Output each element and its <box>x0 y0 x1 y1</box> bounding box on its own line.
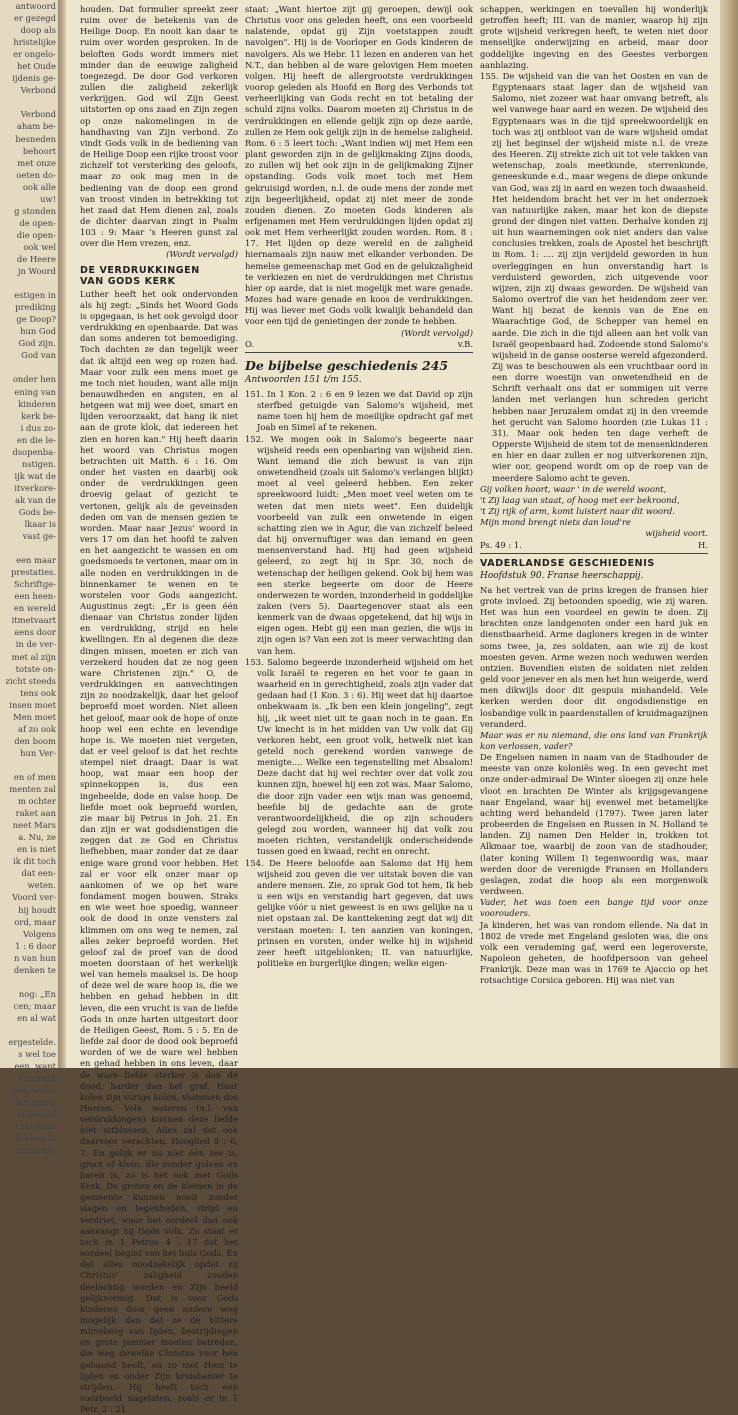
previous-page-line: m ochter <box>17 796 56 807</box>
previous-page-line: a. Nu, ze <box>18 832 56 843</box>
previous-page-line: doop als <box>20 25 56 36</box>
previous-page-line: Men moet <box>13 711 56 722</box>
section-divider <box>480 553 708 554</box>
section-subhead-hoofdstuk: Hoofdstuk 90. Franse heerschappij. <box>480 570 644 581</box>
previous-page-line: hristelijke <box>13 37 56 48</box>
answer-item: 152. We mogen ook in Salomo's begeerte naar wijsheid reeds een openbaring van wijsheid zien. Want iemand die zich bewust is van zijn onwetendheid (zoals uit Salomo's verlangen blijkt) moet al veel geleerd hebben. Een zeker spreekwoord luidt: „Men moet veel weten om te weten dat men niets weet". Een duidelijk voorbeeld van zulk een onwetende in eigen schatting zien we in Agur, die van zichzelf beleed dat hij onvernuftiger was dan iemand en geen mensenverstand had. Hij had geen wijsheid geleerd, zo zegt hij in Spr. 30, noch de wetenschap der heiligen gekend. Ook bij hem was een sterke begeerte om door de Heere onderwezen te worden, inzonderheid in goddelijke zaken (vers 5). Daartegenover staat als een kenmerk van de dwaas opgetekend, dat hij wijs in eigen ogen. Hebt gij een man gezien, die wijs in zijn ogen is? Van een zot is meer verwachting dan van hem. <box>245 433 473 656</box>
previous-page-line: er ongelo- <box>13 49 56 60</box>
previous-page-line: cen, welks <box>11 1085 56 1096</box>
previous-page-line: en is niet <box>16 844 56 855</box>
column-3 <box>480 4 708 986</box>
previous-page-line: Volgens <box>22 928 56 939</box>
answers-list <box>245 389 473 969</box>
previous-page-line: denken te <box>13 964 56 975</box>
page-stack-edge <box>720 0 738 1068</box>
previous-page-line: 1 : 6 door <box>15 940 56 951</box>
previous-page-line: ijdenis ge- <box>12 73 56 84</box>
section-heading-vaderlandse-geschiedenis: VADERLANDSE GESCHIEDENIS <box>480 557 655 569</box>
previous-page-line: in het zal <box>16 1109 56 1120</box>
previous-page-line: verdrukt <box>19 1073 56 1084</box>
previous-page-line <box>0 542 58 554</box>
previous-page-line: die open- <box>16 229 56 240</box>
previous-page-line: ook wel <box>23 241 56 252</box>
doop-article-ending: houden. Dat formulier spreekt zeer ruim over de betekenis van de Heilige Doop. En nooit kan daar te ruim over worden gesproken. In de beloften Gods wordt immers niet minder dan de eeuwige zaligheid toegezegd. De door God verkoren zullen die zaligheid zekerlijk verkrijgen. God wil Zijn Geest uitstorten op ons zaad en Zijn zegen op onze nakomelingen in de handhaving van Zijn verbond. Zo vindt Gods volk in de bediening van de Heilige Doop een rijke troost voor zichzelf tot versterking des geloofs, maar zo ook mag men in de bediening van de doop een grond van troost vinden in betrekking tot het zaad dat Hem dienen zal, zoals de dichter daarvan zingt in Psalm 103 : 9: Maar 's Heeren gunst zal over die Hem vrezen, enz. <box>80 4 238 249</box>
previous-page-line: i dus zo- <box>20 422 56 433</box>
previous-page-line: in de ver- <box>15 639 56 650</box>
previous-page-line: ord, maar <box>14 916 56 927</box>
previous-page-line: God van <box>21 350 56 361</box>
previous-page-line: dsopenba- <box>12 446 56 457</box>
column-2 <box>245 4 473 969</box>
previous-page-line: hij houdt <box>18 904 56 915</box>
previous-page-line <box>0 361 58 373</box>
previous-page-line: met onze <box>17 157 56 168</box>
article-signature <box>245 339 473 350</box>
psalm-ref-left: Ps. 49 : 1. <box>480 539 522 550</box>
previous-page-line: Gods be- <box>18 506 56 517</box>
history-quote: Vader, het was toen een bange tijd voor onze voorouders. <box>480 897 708 919</box>
heading-line-2: VAN GODS KERK <box>80 275 176 287</box>
previous-page-line: besneden <box>15 133 56 144</box>
previous-page-line: prestaties. <box>11 567 56 578</box>
answer-item: 154. De Heere beloofde aan Salomo dat Hij hem wijsheid zou geven die ver uitstak boven die van andere mensen. Zie, zo sprak God tot hem, Ik heb u een wijs en verstandig hart gegeven, dat uws gelijke vóór u niet geweest is en uws gelijke na u niet opstaan zal. De kanttekening zegt dat wij dit verstaan moeten: I. ten aanzien van koningen, prinsen en vorsten, onder welke hij in wijsheid zeer heeft uitgeblonken; II. van natuurlijke, politieke en burgerlijke dingen; welke eigen- <box>245 857 473 968</box>
previous-page-line: aham be- <box>16 121 56 132</box>
previous-page-line: itverkore- <box>14 482 56 493</box>
previous-page-line: tens ook <box>20 687 56 698</box>
byline-wordt-vervolgd-2: (Wordt vervolgd) <box>401 327 473 338</box>
previous-page-line: het Oude <box>17 61 56 72</box>
previous-page-line: jn Woord <box>17 266 56 277</box>
previous-page-line: met al zijn <box>11 651 56 662</box>
psalm-verse-line: 't Zij laag van staat, of hoog met eer bekroond, <box>480 494 680 505</box>
book-gutter <box>58 0 66 1068</box>
previous-page-line: ik dit toch <box>13 856 56 867</box>
previous-page-line: behoort <box>22 145 56 156</box>
previous-page-line: neet Mars <box>12 820 56 831</box>
previous-page-line: insen moet <box>9 699 56 710</box>
psalm-verse-line: Mijn mond brengt niets dan loud're <box>480 517 631 528</box>
previous-page-line: den boom <box>14 735 56 746</box>
history-quote: Maar was er nu niemand, die ons land van Frankrijk kon verlossen, vader? <box>480 729 708 751</box>
previous-page-line: g stonden <box>14 205 56 216</box>
previous-page-line: itmetvaart <box>11 615 56 626</box>
psalm-reference <box>480 540 708 551</box>
previous-page-line: Verbond <box>20 85 56 96</box>
previous-page-line: ak van de <box>15 494 56 505</box>
signature-left: O. <box>245 338 255 349</box>
previous-page-line: en die le- <box>16 434 56 445</box>
previous-page-line: een heen- <box>14 591 56 602</box>
previous-page-line: aens door <box>14 627 56 638</box>
byline-wordt-vervolgd: (Wordt vervolgd) <box>166 249 238 260</box>
previous-page-line: een maar <box>16 555 56 566</box>
column-1 <box>80 4 238 1415</box>
previous-page-line: en al wat <box>17 1012 56 1023</box>
previous-page-line: onder hen <box>12 374 56 385</box>
previous-page-edge <box>0 0 59 1156</box>
signature-right: v.B. <box>457 338 473 349</box>
previous-page-line: af zo ook <box>17 723 56 734</box>
previous-page-line: God zijn. <box>18 338 56 349</box>
previous-page-line <box>0 976 58 988</box>
previous-page-line: lkaar is <box>24 519 56 530</box>
previous-page-line: lan greep <box>15 1097 56 1108</box>
previous-page-line: prediking <box>15 302 56 313</box>
previous-page-line: en wereld <box>13 603 56 614</box>
previous-page-line: vast ge- <box>22 531 56 542</box>
previous-page-line: de Heere <box>16 253 56 264</box>
previous-page-line: raket aan <box>15 808 56 819</box>
previous-page-line: menten zal <box>9 784 56 795</box>
previous-page-line: cen; maar <box>13 1000 56 1011</box>
previous-page-line: Verbond <box>20 109 56 120</box>
answers-list-continued <box>480 71 708 484</box>
previous-page-line: Schriftge- <box>13 579 56 590</box>
previous-page-line: ijk wat de <box>14 470 56 481</box>
previous-page-line: een, want <box>14 1061 56 1072</box>
previous-page-line: antwoord <box>15 1 56 11</box>
previous-page-line: breken in <box>15 1133 56 1144</box>
psalm-verse-line: Gij volken hoort, waar ' in de wereld woont, <box>480 483 667 494</box>
previous-page-line: dat een- <box>21 868 56 879</box>
section-heading-bijbelse-geschiedenis: De bijbelse geschiedenis 245 <box>245 357 449 373</box>
previous-page-line: en of men <box>13 772 56 782</box>
previous-page-line <box>0 1024 58 1036</box>
previous-page-line: weten. <box>27 880 56 891</box>
answer-item: 155. De wijsheid van die van het Oosten en van de Egyptenaars staat lager dan de wijsheid van Salomo, niet zozeer wat haar omvang betreft, als wel vanwege haar aard en wezen. De wijsheid des Egyptenaars was in die tijd spreekwoordelijk en toch was zij ontbloot van de ware wijsheid omdat zij het beginsel der wijsheid miste n.l. de vreze des Heeren. Zij strekte zich uit tot vele takken van wetenschap, zoals meetkunde, sterrenkunde, geneeskunde e.d., maar wegens de diepe onkunde van God, was zij in aard en wezen toch dwaasheid. Het heidendom bracht het ver in het onderzoek van natuurlijke zaken, maar het kon de diepste grond der dingen niet vatten. Derhalve konden zij uit hun waarnemingen ook niet anders dan valse conclusies trekken, zoals de Apostel het beschrijft in Rom. 1: .... zij zijn verijdeld geworden in hun overleggingen en hun onverstandig hart is verduisterd geworden, zich uitgevende voor wijzen, zijn zij dwaas geworden. De wijsheid van Salomo overtrof die van het heidendom zeer ver. Want hij bezat de kennis van de Ene en Waarachtige God, de Schepper van hemel en aarde. Die zich in die tijd alleen aan het volk van Israël geopenbaard had. Zodoende stond Salomo's wijsheid in de ganse oosterse wereld afgezonderd. Zij was te beschouwen als een vruchtbaar oord in een dorre woestijn van onwetendheid en de Schrift verhaalt ons dat er sommigen uit verre landen met verlangen hun schreden gericht hebben naar Jeruzalem omdat zij in den vreemde het gerucht van Salomo hoorden (zie Lukas 11 : 31). Maar ook heden ten dage verheft de Opperste Wijsheid de stem tot de mensenkinderen en hier en daar zullen er nog uitverkorenen zijn, wier oor, geopend wordt om op de roep van de meerdere Salomo acht te geven. <box>480 70 708 483</box>
section-subhead-antwoorden: Antwoorden 151 t/m 155. <box>245 374 362 385</box>
previous-page-line: n van hun <box>13 952 56 963</box>
previous-page-line: ergestelde. <box>8 1037 56 1048</box>
psalm-verse-line: 't Zij rijk of arm, komt luistert naar dit woord. <box>480 506 676 517</box>
history-paragraph: Ja kinderen, het was van rondom ellende. Na dat in 1802 de vrede met Engeland gesloten was, die ons volk een verademing gaf, werd een legeroverste, Napoleon geheten, de hoofdpersoon van geheel Frankrijk. Deze man was in 1769 te Ajaccio op het rotsachtige Corsica geboren. Hij was niet van <box>480 919 708 986</box>
previous-page-line: de open- <box>19 217 56 228</box>
previous-page-line: nog: „En <box>18 988 56 999</box>
previous-page-line: kerk be- <box>21 410 56 421</box>
article-heading-verdrukkingen <box>80 265 238 287</box>
answer-154-continued: schappen, werkingen en toevallen hij wonderlijk getroffen heeft; III. van de manier, waarop hij zijn grote wijsheid verkregen heeft, te weten niet door menselijke onderwijzing en arbeid, maar door goddelijke ingeving en des Geestes verborgen aanblazing. <box>480 4 708 70</box>
previous-page-line: hun Ver- <box>20 747 56 758</box>
verdrukkingen-article-body: Luther heeft het ook ondervonden als hij zegt: „Sinds het Woord Gods is opgegaan, is het ook gevolgd door verdrukking en openbaarde. Dat was dan soms anderen tot bemoediging. Toch dachten ze dan tegelijk weer dat ik altijd een weg op rozen had. Maar voor zulk een mens moet ge me toch niet houden, want alle mijn benauwdheden en angsten, en al hetgeen wat mij wee doet, smart en lijden veroorzaakt, dat hang ik niet aan de grote klok, dat iedereen het zien en horen kan." Hij heeft daarin het woord van Christus mogen betrachten uit Matth. 6 : 16. Om onder het vasten en daarbij ook onder de verdrukkingen geen droevig gelaat of gezicht te vertonen, gelijk als de geveinsden deden om van de mensen gezien te worden. Maar naar Jezus' woord in vers 17 om dan het hoofd te zalven en het aangezicht te wassen en om goedsmoeds te vertonen, maar om in alle noden en verdrukkingen in de binnenkamer te wenen en te worstelen voor Gods aangezicht. Augustinus zegt: „Er is geen één dienaar van Christus zonder lijden en verdrukking, strijd en hele kwellingen. En al degenen die deze dingen missen, moeten er zich van verzekerd houden dat ze nog geen ware Christenen zijn." O, de verdrukkingen en aanvechtingen zijn zo noodzakelijk, daar het geloof beproefd moet worden. Niet alleen het geloof, maar ook de hope of onze hoop wel een echte en levendige hope is. We moeten niet vergeten, dat er veel geloof is dat het rechte stempel niet draagt. Daar is wat hoop, wat maar een hoop der spinnekoppen is, dus een ingebeelde, dode en valse hoop. De liefde moet ook beproefd worden, zie maar bij Petrus in Joh. 21. En dan zijn er wat godsdienstigen die zeggen dat ze God en Christus liefhebben, maar zonder dat ze daar enige ware grond voor hebben. Het zal er voor elk onzer maar op aankomen of we op het ware fondament mogen bouwen. Straks en wie weet hoe spoedig, wanneer ook de dood in onze vensters zal klimmen om ons weg te nemen, zal alles zeker beproefd worden. Het geloof zal de proef van de dood moeten doorstaan of het werkelijk wel van hemels maaksel is. De hoop of deze wel de ware hoop is, die we hebben en gehad hebben in dit leven, die een vrucht is van de liefde Gods in onze harten uitgestort door de Heiligen Geest, Rom. 5 : 5. En de liefde zal door de dood ook beproefd worden of we de ware wel hebben en gehad hebben in ons leven, daar de ware liefde sterker is dan de dood, harder dan het graf. Haar kolen zijn vurige kolen, vlammen des Heeren. Vele wateren (n.l. van verdrukkingen) kunnen deze liefde niet uitblussen. Alles zal dat ook daarvoor verachten. Hooglied 8 : 6, 7. En gelijk er nu niet één zee is, groot of klein, die zonder golven en baren is, zo is het ook met Gods Kerk. De groten en de kleinen in de gemeente kunnen nooit zonder slagen en tegenheden, strijd en verdriet, waar het oordeel dan ook aanvangt bij Gods volk. Zo staat er toch in 1 Petrus 4 : 17 dat het oordeel begint van het huis Gods. En dat alles noodzakelijk opdat zij Christus' zaligheid zouden deelachtig worden en Zijn beeld gelijkvormig. Dat is voor Gods kinderen door geen andere weg mogelijk dan dat ze de bittere mirreberg van lijden, bestrijdingen en grote jammer moeten betreden, die weg dewelke Christus voor hen gebaand heeft, en zo met Hem te lijden en onder Zijn kruisbanier te strijden. Hij heeft toch een voorbeeld nagelaten, zoals er in 1 Petr. 2 : 21 <box>80 288 238 1415</box>
psalm-ref-right: H. <box>698 539 708 550</box>
section-divider <box>245 352 473 353</box>
previous-page-line: uw! <box>40 193 56 204</box>
previous-page-line: ook alle <box>22 181 56 192</box>
previous-page-line: hun God <box>20 326 56 337</box>
previous-page-line <box>0 277 58 289</box>
previous-page-line: en nu no- <box>16 1145 56 1156</box>
history-paragraph: Na het vertrek van de prins kregen de fransen hier grote invloed. Zij betoonden spoedig, wie zij waren. Het was hun een voordeel en gewin te doen. Zij brachten onze landgenoten onder een hard juk en dienstbaarheid. Arme dagloners kregen in de winter soms twee, ja, zes soldaten, aan wie zij de kost moesten geven. Arme wezen noch weduwen werden ontzien. Bovendien eisten de soldaten niet zelden geld voor jenever en als men het hun weigerde, werd men dikwijls door dit gespuis mishandeld. Vele kerken werden door dit ongodsdienstige en losbandige volk in paardenstallen of kruidmagazijnen veranderd. <box>480 584 708 729</box>
verdrukkingen-article-continued: staat: „Want hiertoe zijt gij geroepen, dewijl ook Christus voor ons geleden heeft, ons een voorbeeld nalatende, opdat gij Zijn voetstappen zoudt navolgen". Hij is de Voorloper en Gods kinderen de navolgers. Als we Hebr. 11 lezen en anderen van het N.T., dan hebben al de ware gelovigen Hem moeten volgen. Hij heeft de allergrootste verdrukkingen voorop geleden als Hoofd en Borg des Verbonds tot verheerlijking van Gods recht en tot betaling der schuld zijns volks. Daarom moeten zij Christus in de verdrukkingen en ellende gelijk zijn op deze aarde, zullen ze Hem ook gelijk zijn in de hemelse zaligheid. Rom. 6 : 5 leert toch: „Want indien wij met Hem een plant geworden zijn in de gelijkmaking Zijns doods, zo zullen wij het ook zijn in de gelijkmaking Zijner opstanding. Gods volk moet toch met Hem gekruisigd worden, n.l. de oude mens der zonde met zijn begeerlijkheid, opdat zij niet meer de zonde zouden dienen. Zo moeten Gods kinderen als erfgenamen met Hem verdrukkingen lijden opdat zij ook met Hem verheerlijkt zouden worden. Rom. 8 : 17. Het lijden op deze wereld en de zaligheid hiernamaals zijn nauw met elkander verbonden. De hemelse gemeenschap met God en de gelukzaligheid te verkiezen en niet de verdrukkingen met Christus hier op aarde, dat is niet mogelijk met ware genade. Mozes had ware genade en koos de verdrukkingen. Hij was liever met Gods volk kwalijk behandeld dan voor een tijd de genietingen der zonde te hebben. <box>245 4 473 327</box>
previous-page-line: totste on- <box>15 663 56 674</box>
history-paragraph: De Engelsen namen in naam van de Stadhouder de meeste van onze koloniës weg. In een gevecht met onze onder-admiraal De Winter sloegen zij onze hele vloot en brachten De Winter als krijgsgevangene naar Engeland, waar hij evenwel met betamelijke achting werd behandeld (1797). Twee jaren later probeerden de Engelsen en Russen in N. Holland te landen. Zij namen Den Helder in, trokken tot Alkmaar toe, waarbij de zoon van de stadhouder, (later koning Willem I) tegenwoordig was, maar werden door de verenigde Fransen en Hollanders geslagen, zodat die hoop als een morgenwolk verdween. <box>480 752 708 897</box>
previous-page-line: s wel toe <box>18 1049 56 1060</box>
previous-page-line: i zal weer <box>14 1121 56 1132</box>
previous-page-line <box>0 759 58 771</box>
previous-page-line: kinderen <box>18 398 56 409</box>
previous-page-line: zicht steeds <box>5 675 56 686</box>
previous-page-line: Voord ver- <box>12 892 56 903</box>
heading-line-1: DE VERDRUKKINGEN <box>80 264 200 276</box>
previous-page-line <box>0 96 58 108</box>
previous-page-line: er gezegd <box>13 13 56 24</box>
previous-page-line: ening van <box>14 386 56 397</box>
previous-page-line: ge Doop? <box>16 314 56 325</box>
previous-page-line: estigen in <box>14 290 56 301</box>
answer-item: 153. Salomo begeerde inzonderheid wijsheid om het volk Israël te regeren en het voor te gaan in waarheid en in gerechtigheid, zoals zijn vader dat gedaan had (1 Kon. 3 : 6). Hij weet dat hij daartoe onbekwaam is. „Ik ben een klein jongeling", zegt hij, „ik weet niet uit te gaan noch in te gaan. En Uw knecht is in het midden van Uw volk dat Gij verkoren hebt, een groot volk, hetwelk niet kan geteld noch gerekend worden vanwege de menigte.... Welke een tegenstelling met Absalom! Deze dacht dat hij wel rechter over dat volk zou kunnen zijn, hoewel hij een zot was. Maar Salomo, die door zijn vader een wijs man was genoemd, beefde bij de gedachte aan de grote verantwoordelijkheid, die op zijn schouders gelegd zou worden, wanneer hij dat volk zou moeten richten, verstandelijk onderscheidende tussen goed en kwaad, recht en onrecht. <box>245 656 473 857</box>
previous-page-line: nstigen. <box>21 458 56 469</box>
answer-item: 151. In 1 Kon. 2 : 6 en 9 lezen we dat David op zijn sterfbed getuigde van Salomo's wijsheid, met name toen hij hem de moeilijke opdracht gaf met Joab en Simeï af te rekenen. <box>245 389 473 433</box>
previous-page-line: oeten do- <box>16 169 56 180</box>
psalm-verse-line: wijsheid voort. <box>645 528 708 539</box>
